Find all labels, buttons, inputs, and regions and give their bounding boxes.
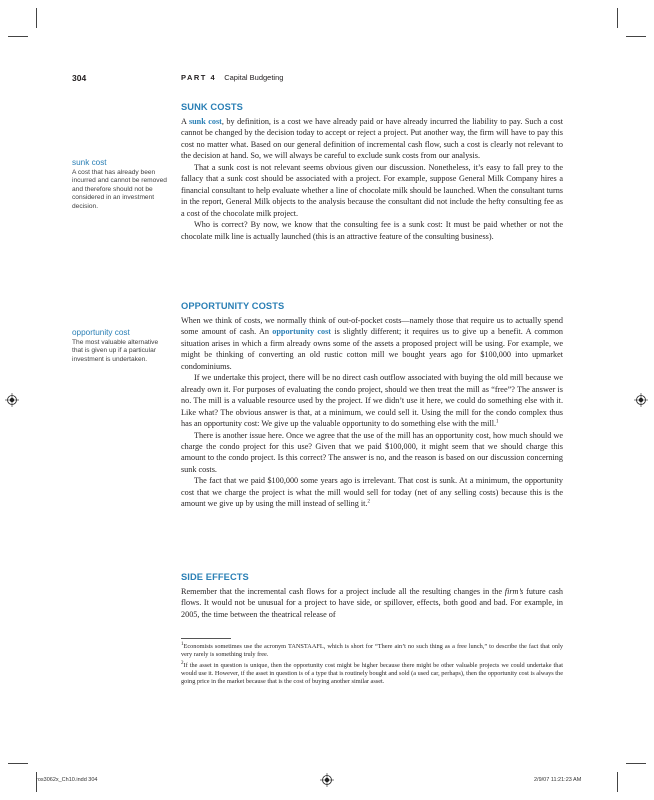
paragraph: A sunk cost, by definition, is a cost we have already paid or have already incurred the liability to pay. Such a cost cannot be changed by the decision today to accept or reject a project. Put another way, the firm will have to pay this cost no matter what. Based on our general definition of incremental cash flow, such a cost is clearly not relevant to the decision at hand. So, we will always be careful to exclude sunk costs from our analysis. <box>181 117 563 161</box>
registration-mark-icon <box>634 393 648 407</box>
part-label: PART 4 <box>181 73 217 82</box>
slug-file: ros3062x_Ch10.indd 304 <box>36 777 98 783</box>
margin-definition-opportunity-cost <box>72 328 167 364</box>
crop-mark <box>626 763 646 764</box>
crop-mark <box>36 8 37 28</box>
paragraph: When we think of costs, we normally think of out-of-pocket costs—namely those that require us to actually spend some amount of cash. An opportunity cost is slightly different; it requires us to give up a benefit. A common situation arises in which a firm already owns some of the assets a proposed project will be using. For example, we might be thinking of converting an old rustic cotton mill we bought years ago for $100,000 into upmarket condominiums. <box>181 316 564 371</box>
crop-mark <box>617 8 618 28</box>
margin-term: opportunity cost <box>72 328 130 337</box>
paragraph: There is another issue here. Once we agree that the use of the mill has an opportunity cost, how much should we charge the condo project for this use? Given that we paid $100,000, it might seem that we should charge this amount to the condo project. Is this correct? The answer is no, and the reason is based on our discussion concerning sunk costs. <box>181 430 563 474</box>
section-heading: OPPORTUNITY COSTS <box>181 301 285 311</box>
page-number: 304 <box>72 73 87 83</box>
paragraph: The fact that we paid $100,000 some years ago is irrelevant. That cost is sunk. At a minimum, the opportunity cost that we charge the project is what the mill would sell for today (net of any selling costs) because this is the amount we give up by using the mill instead of selling it.$^2$ <box>181 476 563 509</box>
registration-mark-icon <box>320 773 334 787</box>
footnote-ref: 2 <box>367 499 370 505</box>
crop-mark <box>617 772 618 792</box>
section-heading: SIDE EFFECTS <box>181 572 249 582</box>
footnote-rule <box>181 638 231 639</box>
crop-mark <box>8 36 28 37</box>
key-term: opportunity cost <box>272 327 332 337</box>
margin-definition: A cost that has already been incurred and cannot be removed and therefore should not be considered in an investment decision. <box>72 169 167 210</box>
paragraph: That a sunk cost is not relevant seems obvious given our discussion. Nonetheless, it’s easy to fall prey to the fallacy that a sunk cost should be associated with a project. For example, suppose General Milk Company hires a financial consultant to help evaluate whether a line of chocolate milk should be launched. When the consultant turns in the report, General Milk objects to the analysis because the consultant did not include the hefty consulting fee as a cost of the chocolate milk project. <box>181 162 563 218</box>
section-sunk-costs <box>181 102 563 242</box>
footnote-ref: 1 <box>496 419 499 425</box>
margin-definition: The most valuable alternative that is given up if a particular investment is undertaken. <box>72 339 159 363</box>
crop-mark <box>626 36 646 37</box>
registration-mark-icon <box>5 393 19 407</box>
chapter-title: Capital Budgeting <box>224 73 284 82</box>
section-heading: SUNK COSTS <box>181 102 243 112</box>
section-side-effects <box>181 572 563 620</box>
slug-timestamp: 2/9/07 11:21:23 AM <box>534 777 582 783</box>
paragraph: Remember that the incremental cash flows for a project include all the resulting changes in the firm’s future cash flows. It would not be unusual for a project to have side, or spillover, effects, both good and bad. For example, in 2005, the time between the theatrical release of <box>181 587 563 619</box>
running-head <box>181 73 283 82</box>
paragraph: If we undertake this project, there will be no direct cash outflow associated with buying the old mill because we already own it. For purposes of evaluating the condo project, should we then treat the mill as “free”? The answer is no. The mill is a valuable resource used by the project. If we didn’t use it here, we could do something else with it. Like what? The obvious answer is that, at a minimum, we could sell it. Using the mill for the condo complex thus has an opportunity cost: We give up the valuable opportunity to do something else with the mill.$^1$ <box>181 373 563 429</box>
margin-term: sunk cost <box>72 158 107 167</box>
section-opportunity-costs <box>181 301 563 510</box>
key-term: sunk cost <box>188 117 222 126</box>
crop-mark <box>8 763 28 764</box>
margin-definition-sunk-cost <box>72 158 167 211</box>
footnotes <box>181 643 563 688</box>
footnote: $^2$If the asset in question is unique, then the opportunity cost might be higher because there might be other valuable projects we could undertake that would use it. However, if the asset in question is of a type that is routinely bought and sold (a used car, perhaps), then the opportunity cost is always the going price in the market because that is the cost of buying another similar asset. <box>181 660 563 686</box>
paragraph: Who is correct? By now, we know that the consulting fee is a sunk cost: It must be paid whether or not the chocolate milk line is actually launched (this is an attractive feature of the consulting business). <box>181 220 563 241</box>
footnote: $^1$Economists sometimes use the acronym TANSTAAFL, which is short for “There ain’t no such thing as a free lunch,” to describe the fact that only very rarely is something truly free. <box>181 641 563 659</box>
